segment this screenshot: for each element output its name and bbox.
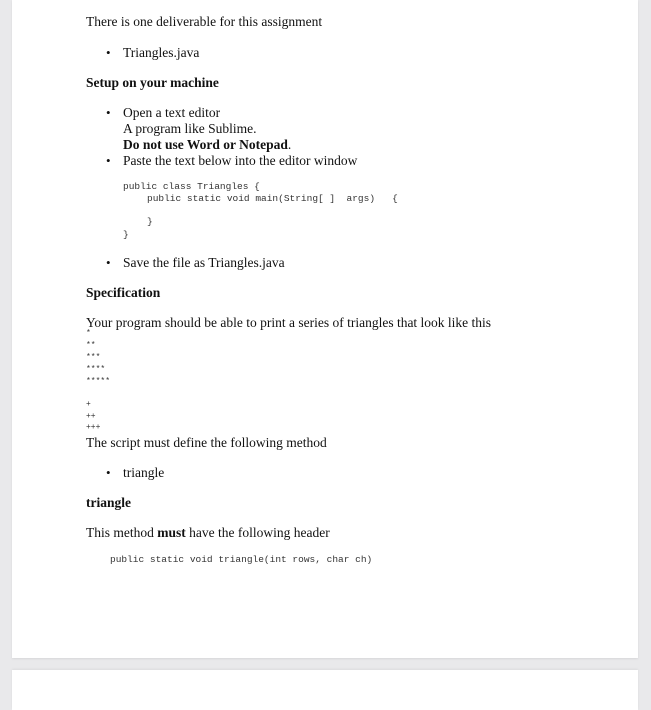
method-item: triangle xyxy=(123,465,165,480)
triangle-heading: triangle xyxy=(86,495,131,510)
setup-step3: Save the file as Triangles.java xyxy=(123,255,285,270)
triangle1-row: * xyxy=(86,329,91,338)
document-page xyxy=(12,0,638,658)
bullet-icon: • xyxy=(106,45,111,60)
setup-step1-line1: Open a text editor xyxy=(123,105,221,120)
bullet-icon: • xyxy=(106,255,111,270)
triangle1-row: **** xyxy=(86,365,106,374)
bullet-icon: • xyxy=(106,465,111,480)
setup-step2: Paste the text below into the editor window xyxy=(123,153,358,168)
setup-step1-period: . xyxy=(287,137,292,152)
triangle-text-bold: must xyxy=(157,525,186,540)
specification-heading: Specification xyxy=(86,285,161,300)
bullet-icon: • xyxy=(106,105,111,120)
triangle2-row: + xyxy=(86,400,91,409)
triangle-header-code: public static void triangle(int rows, char ch) xyxy=(110,554,373,565)
triangle2-row: +++ xyxy=(86,423,101,432)
triangle2-row: ++ xyxy=(86,412,96,421)
next-document-page xyxy=(12,670,638,710)
deliverable-intro: There is one deliverable for this assignment xyxy=(86,14,323,29)
code-line-close-class: } xyxy=(123,229,129,240)
code-line-main: public static void main(String[ ] args) { xyxy=(147,193,398,204)
setup-heading: Setup on your machine xyxy=(86,75,219,90)
triangle1-row: ***** xyxy=(86,377,111,386)
deliverable-item: Triangles.java xyxy=(123,45,200,60)
specification-text: Your program should be able to print a series of triangles that look like this xyxy=(86,315,492,330)
method-intro: The script must define the following method xyxy=(86,435,327,450)
setup-step1-line3 xyxy=(123,137,291,153)
bullet-icon: • xyxy=(106,153,111,168)
triangle1-row: *** xyxy=(86,353,101,362)
code-line-class: public class Triangles { xyxy=(123,181,260,192)
triangle-text-before: This method xyxy=(86,525,158,540)
triangle-text-after: have the following header xyxy=(185,525,330,540)
triangle-method-text xyxy=(86,525,330,541)
setup-step1-bold: Do not use Word or Notepad xyxy=(123,137,288,152)
setup-step1-line2: A program like Sublime. xyxy=(123,121,257,136)
triangle1-row: ** xyxy=(86,341,96,350)
code-line-close-main: } xyxy=(147,216,153,227)
